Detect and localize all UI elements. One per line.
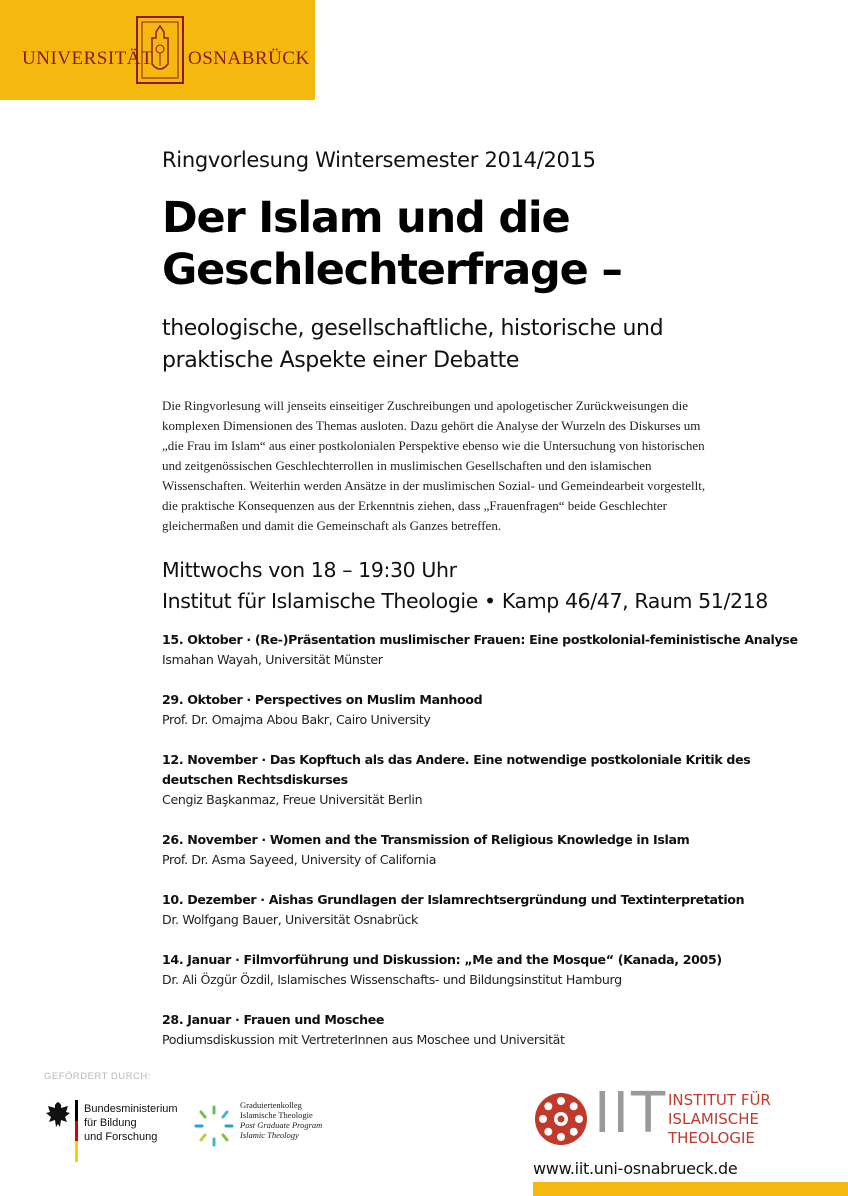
graduiertenkolleg-logo-icon: [192, 1104, 236, 1148]
lecture-speaker: Cengiz Başkanmaz, Freue Universität Berlin: [162, 792, 423, 807]
intro-line: Wissenschaften. Weiterhin werden Ansätze in der muslimischen Sozial- und Gemeindearbeit vorgestellt,: [162, 478, 706, 493]
lecture-title: 14. Januar · Filmvorführung und Diskussion: „Me and the Mosque“ (Kanada, 2005): [162, 952, 722, 967]
iit-name: [668, 1091, 838, 1148]
lecture-item: [162, 950, 802, 990]
graduiertenkolleg-name: [240, 1100, 380, 1140]
lecture-title: 12. November · Das Kopftuch als das Andere. Eine notwendige postkoloniale Kritik des: [162, 752, 751, 767]
main-subtitle: [162, 313, 802, 377]
gk-line-english: Islamic Theology: [240, 1130, 299, 1140]
main-title: [162, 192, 802, 296]
gk-line: Graduiertenkolleg: [240, 1100, 302, 1110]
lecture-item: [162, 890, 802, 930]
lecture-title-continued: deutschen Rechtsdiskurses: [162, 772, 348, 787]
lecture-speaker: Podiumsdiskussion mit VertreterInnen aus Moschee und Universität: [162, 1032, 565, 1047]
gk-line: Islamische Theologie: [240, 1110, 313, 1120]
main-title-line-1: Der Islam und die: [162, 193, 570, 243]
intro-line: gleichermaßen und damit die Gemeinschaft als Ganzes betreffen.: [162, 518, 502, 533]
lecture-item: [162, 690, 802, 730]
gk-line-english: Post Graduate Program: [240, 1120, 323, 1130]
lecture-title: 29. Oktober · Perspectives on Muslim Manhood: [162, 692, 483, 707]
lecture-title: 28. Januar · Frauen und Moschee: [162, 1012, 385, 1027]
footer-band: [533, 1182, 848, 1196]
intro-line: „die Frau im Islam“ aus einer postkolonialen Perspektive ebenso wie die Untersuchung von historischen: [162, 438, 705, 453]
intro-line: die praktische Konsequenzen aus der Erkenntnis ziehen, dass „Frauenfragen“ beide Geschlechter: [162, 498, 667, 513]
website-link[interactable]: www.iit.uni-osnabrueck.de: [533, 1159, 738, 1178]
lecture-speaker: Dr. Ali Özgür Özdil, Islamisches Wissenschafts- und Bildungsinstitut Hamburg: [162, 972, 622, 987]
bmbf-line: für Bildung: [84, 1117, 137, 1129]
lecture-item: [162, 1010, 802, 1050]
university-name-left: UNIVERSITÄT: [22, 48, 154, 69]
series-title: Ringvorlesung Wintersemester 2014/2015: [162, 148, 596, 172]
intro-line: Die Ringvorlesung will jenseits einseitiger Zuschreibungen und apologetischer Zurückweisungen die: [162, 398, 689, 413]
lecture-item: [162, 750, 802, 810]
lecture-speaker: Prof. Dr. Omajma Abou Bakr, Cairo University: [162, 712, 431, 727]
bmbf-name: [84, 1102, 204, 1144]
university-header: [0, 0, 315, 100]
iit-name-line: THEOLOGIE: [668, 1129, 755, 1147]
intro-line: und zeitgenössischen Geschlechterrollen in muslimischen Gesellschaften und den islamischen: [162, 458, 652, 473]
main-title-line-2: Geschlechterfrage –: [162, 245, 622, 295]
schedule-info: [162, 555, 802, 617]
event-time: Mittwochs von 18 – 19:30 Uhr: [162, 558, 457, 582]
iit-name-line: INSTITUT FÜR: [668, 1091, 771, 1109]
subtitle-line-1: theologische, gesellschaftliche, historische und: [162, 316, 664, 341]
lecture-title: 15. Oktober · (Re-)Präsentation muslimischer Frauen: Eine postkolonial-feministische Analyse: [162, 632, 798, 647]
iit-name-line: ISLAMISCHE: [668, 1110, 760, 1128]
subtitle-line-2: praktische Aspekte einer Debatte: [162, 348, 519, 373]
lecture-item: [162, 830, 802, 870]
federal-eagle-icon: [44, 1100, 72, 1130]
bmbf-line: und Forschung: [84, 1131, 158, 1143]
lecture-title: 10. Dezember · Aishas Grundlagen der Islamrechtsergründung und Textinterpretation: [162, 892, 745, 907]
iit-rosette-icon: [533, 1091, 589, 1147]
bmbf-line: Bundesministerium: [84, 1103, 178, 1115]
iit-letters: IIT: [594, 1081, 668, 1146]
lecture-speaker: Dr. Wolfgang Bauer, Universität Osnabrück: [162, 912, 418, 927]
lecture-item: [162, 630, 802, 670]
event-location: Institut für Islamische Theologie • Kamp 46/47, Raum 51/218: [162, 589, 768, 613]
intro-paragraph: [162, 396, 774, 536]
lecture-speaker: Ismahan Wayah, Universität Münster: [162, 652, 383, 667]
university-name-right: OSNABRÜCK: [188, 48, 310, 69]
lecture-list: [162, 630, 802, 1070]
lecture-title: 26. November · Women and the Transmission of Religious Knowledge in Islam: [162, 832, 690, 847]
lecture-speaker: Prof. Dr. Asma Sayeed, University of California: [162, 852, 437, 867]
funding-label: GEFÖRDERT DURCH:: [44, 1071, 151, 1082]
german-flag-stripe: [75, 1100, 78, 1162]
intro-line: komplexen Dimensionen des Themas ausloten. Dazu gehört die Analyse der Wurzeln des Diskurses um: [162, 418, 701, 433]
university-seal-icon: [134, 14, 186, 86]
